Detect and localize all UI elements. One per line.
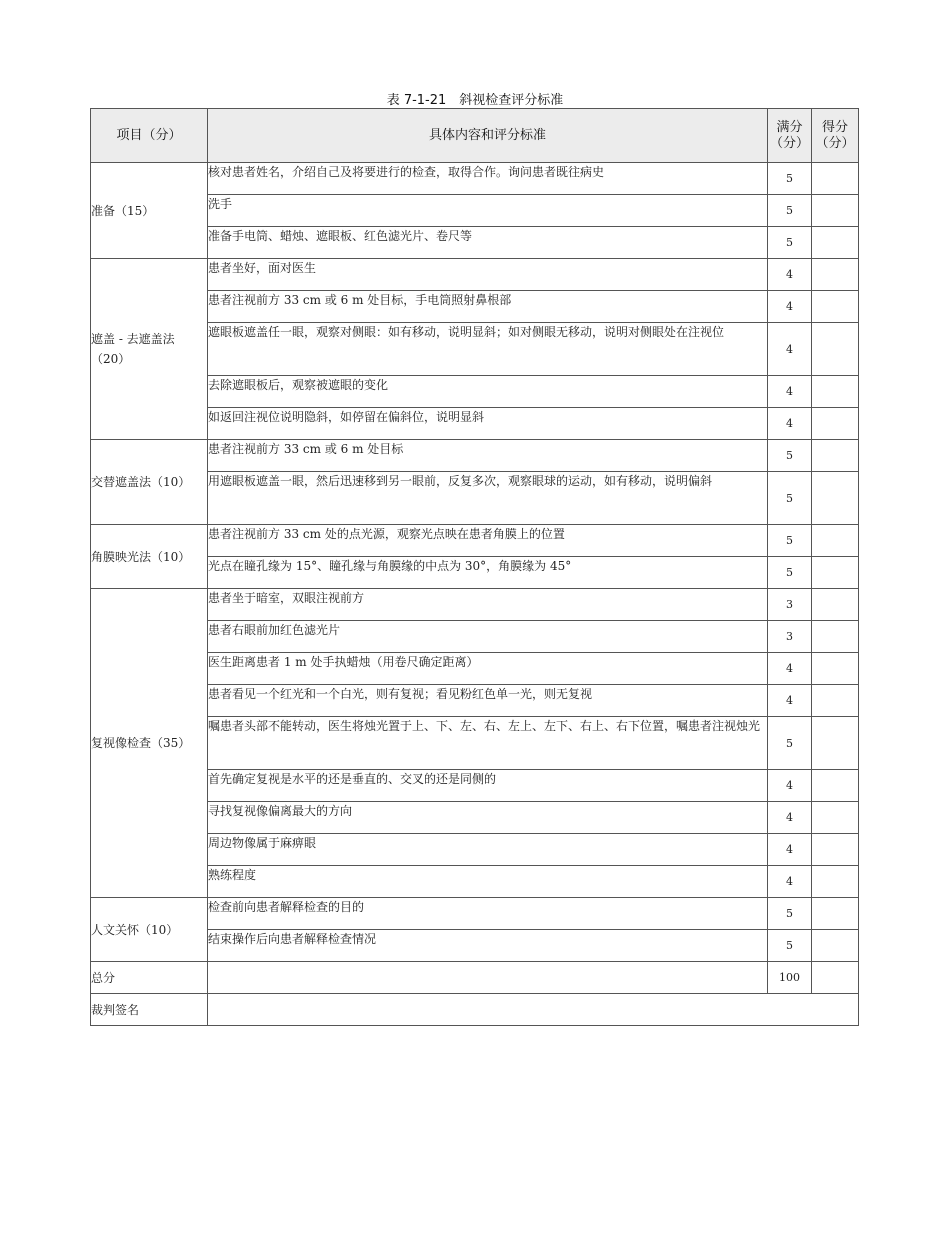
score-input-cell[interactable] [812, 291, 859, 323]
full-score-cell: 5 [768, 525, 812, 557]
category-cell: 人文关怀（10） [91, 898, 208, 962]
table-caption: 表 7-1-21 斜视检查评分标准 [386, 93, 564, 108]
content-cell: 患者看见一个红光和一个白光，则有复视；看见粉红色单一光，则无复视 [208, 685, 768, 717]
content-cell: 嘱患者头部不能转动，医生将烛光置于上、下、左、右、左上、左下、右上、右下位置，嘱患者注视烛光 [208, 717, 768, 770]
header-full-score [768, 109, 812, 163]
score-input-cell[interactable] [812, 589, 859, 621]
category-cell: 复视像检查（35） [91, 589, 208, 898]
score-input-cell[interactable] [812, 621, 859, 653]
header-got-score-line2: （分） [815, 135, 855, 151]
content-cell: 光点在瞳孔缘为 15°、瞳孔缘与角膜缘的中点为 30°，角膜缘为 45° [208, 557, 768, 589]
full-score-cell: 5 [768, 163, 812, 195]
content-cell: 用遮眼板遮盖一眼，然后迅速移到另一眼前，反复多次，观察眼球的运动，如有移动，说明偏斜 [208, 472, 768, 525]
content-cell: 去除遮眼板后，观察被遮眼的变化 [208, 376, 768, 408]
table-row [91, 898, 859, 930]
score-input-cell[interactable] [812, 163, 859, 195]
content-cell: 医生距离患者 1 m 处手执蜡烛（用卷尺确定距离） [208, 653, 768, 685]
full-score-cell: 4 [768, 408, 812, 440]
total-label: 总分 [91, 962, 208, 994]
full-score-cell: 5 [768, 930, 812, 962]
full-score-cell: 4 [768, 685, 812, 717]
content-cell: 核对患者姓名，介绍自己及将要进行的检查，取得合作。询问患者既往病史 [208, 163, 768, 195]
category-cell: 角膜映光法（10） [91, 525, 208, 589]
score-input-cell[interactable] [812, 525, 859, 557]
content-cell: 寻找复视像偏离最大的方向 [208, 802, 768, 834]
scoring-table [90, 108, 859, 1026]
total-content-cell [208, 962, 768, 994]
full-score-cell: 5 [768, 195, 812, 227]
content-cell: 如返回注视位说明隐斜，如停留在偏斜位，说明显斜 [208, 408, 768, 440]
category-cell: 遮盖 - 去遮盖法（20） [91, 259, 208, 440]
table-row [91, 525, 859, 557]
content-cell: 患者注视前方 33 cm 或 6 m 处目标，手电筒照射鼻根部 [208, 291, 768, 323]
full-score-cell: 4 [768, 834, 812, 866]
full-score-cell: 5 [768, 557, 812, 589]
total-score-input-cell[interactable] [812, 962, 859, 994]
full-score-cell: 4 [768, 802, 812, 834]
score-input-cell[interactable] [812, 259, 859, 291]
score-input-cell[interactable] [812, 834, 859, 866]
content-cell: 准备手电筒、蜡烛、遮眼板、红色滤光片、卷尺等 [208, 227, 768, 259]
full-score-cell: 5 [768, 717, 812, 770]
full-score-cell: 5 [768, 227, 812, 259]
score-input-cell[interactable] [812, 866, 859, 898]
score-input-cell[interactable] [812, 408, 859, 440]
full-score-cell: 4 [768, 259, 812, 291]
full-score-cell: 3 [768, 589, 812, 621]
header-got-score [812, 109, 859, 163]
content-cell: 患者注视前方 33 cm 处的点光源，观察光点映在患者角膜上的位置 [208, 525, 768, 557]
table-row [91, 163, 859, 195]
content-cell: 遮眼板遮盖任一眼，观察对侧眼：如有移动，说明显斜；如对侧眼无移动，说明对侧眼处在注视位 [208, 323, 768, 376]
score-input-cell[interactable] [812, 898, 859, 930]
content-cell: 检查前向患者解释检查的目的 [208, 898, 768, 930]
header-content: 具体内容和评分标准 [208, 109, 768, 163]
score-input-cell[interactable] [812, 557, 859, 589]
score-input-cell[interactable] [812, 376, 859, 408]
header-full-score-line2: （分） [769, 135, 809, 151]
full-score-cell: 3 [768, 621, 812, 653]
table-row [91, 589, 859, 621]
full-score-cell: 4 [768, 866, 812, 898]
score-input-cell[interactable] [812, 653, 859, 685]
score-input-cell[interactable] [812, 770, 859, 802]
score-input-cell[interactable] [812, 195, 859, 227]
score-input-cell[interactable] [812, 227, 859, 259]
total-row [91, 962, 859, 994]
total-full-score: 100 [768, 962, 812, 994]
full-score-cell: 4 [768, 770, 812, 802]
content-cell: 熟练程度 [208, 866, 768, 898]
full-score-cell: 4 [768, 653, 812, 685]
category-cell: 准备（15） [91, 163, 208, 259]
header-got-score-line1: 得分 [821, 119, 848, 135]
score-input-cell[interactable] [812, 802, 859, 834]
content-cell: 周边物像属于麻痹眼 [208, 834, 768, 866]
content-cell: 患者右眼前加红色滤光片 [208, 621, 768, 653]
content-cell: 患者坐好，面对医生 [208, 259, 768, 291]
table-row [91, 259, 859, 291]
signature-field[interactable] [208, 994, 859, 1026]
content-cell: 首先确定复视是水平的还是垂直的、交叉的还是同侧的 [208, 770, 768, 802]
content-cell: 洗手 [208, 195, 768, 227]
score-input-cell[interactable] [812, 717, 859, 770]
full-score-cell: 5 [768, 440, 812, 472]
table-row [91, 440, 859, 472]
score-input-cell[interactable] [812, 930, 859, 962]
full-score-cell: 4 [768, 376, 812, 408]
content-cell: 患者注视前方 33 cm 或 6 m 处目标 [208, 440, 768, 472]
full-score-cell: 4 [768, 291, 812, 323]
score-input-cell[interactable] [812, 440, 859, 472]
signature-label: 裁判签名 [91, 994, 208, 1026]
content-cell: 患者坐于暗室，双眼注视前方 [208, 589, 768, 621]
full-score-cell: 4 [768, 323, 812, 376]
score-input-cell[interactable] [812, 323, 859, 376]
score-input-cell[interactable] [812, 685, 859, 717]
header-full-score-line1: 满分 [776, 119, 803, 135]
full-score-cell: 5 [768, 898, 812, 930]
category-cell: 交替遮盖法（10） [91, 440, 208, 525]
header-item: 项目（分） [91, 109, 208, 163]
score-input-cell[interactable] [812, 472, 859, 525]
signature-row [91, 994, 859, 1026]
content-cell: 结束操作后向患者解释检查情况 [208, 930, 768, 962]
full-score-cell: 5 [768, 472, 812, 525]
header-row [91, 109, 859, 163]
